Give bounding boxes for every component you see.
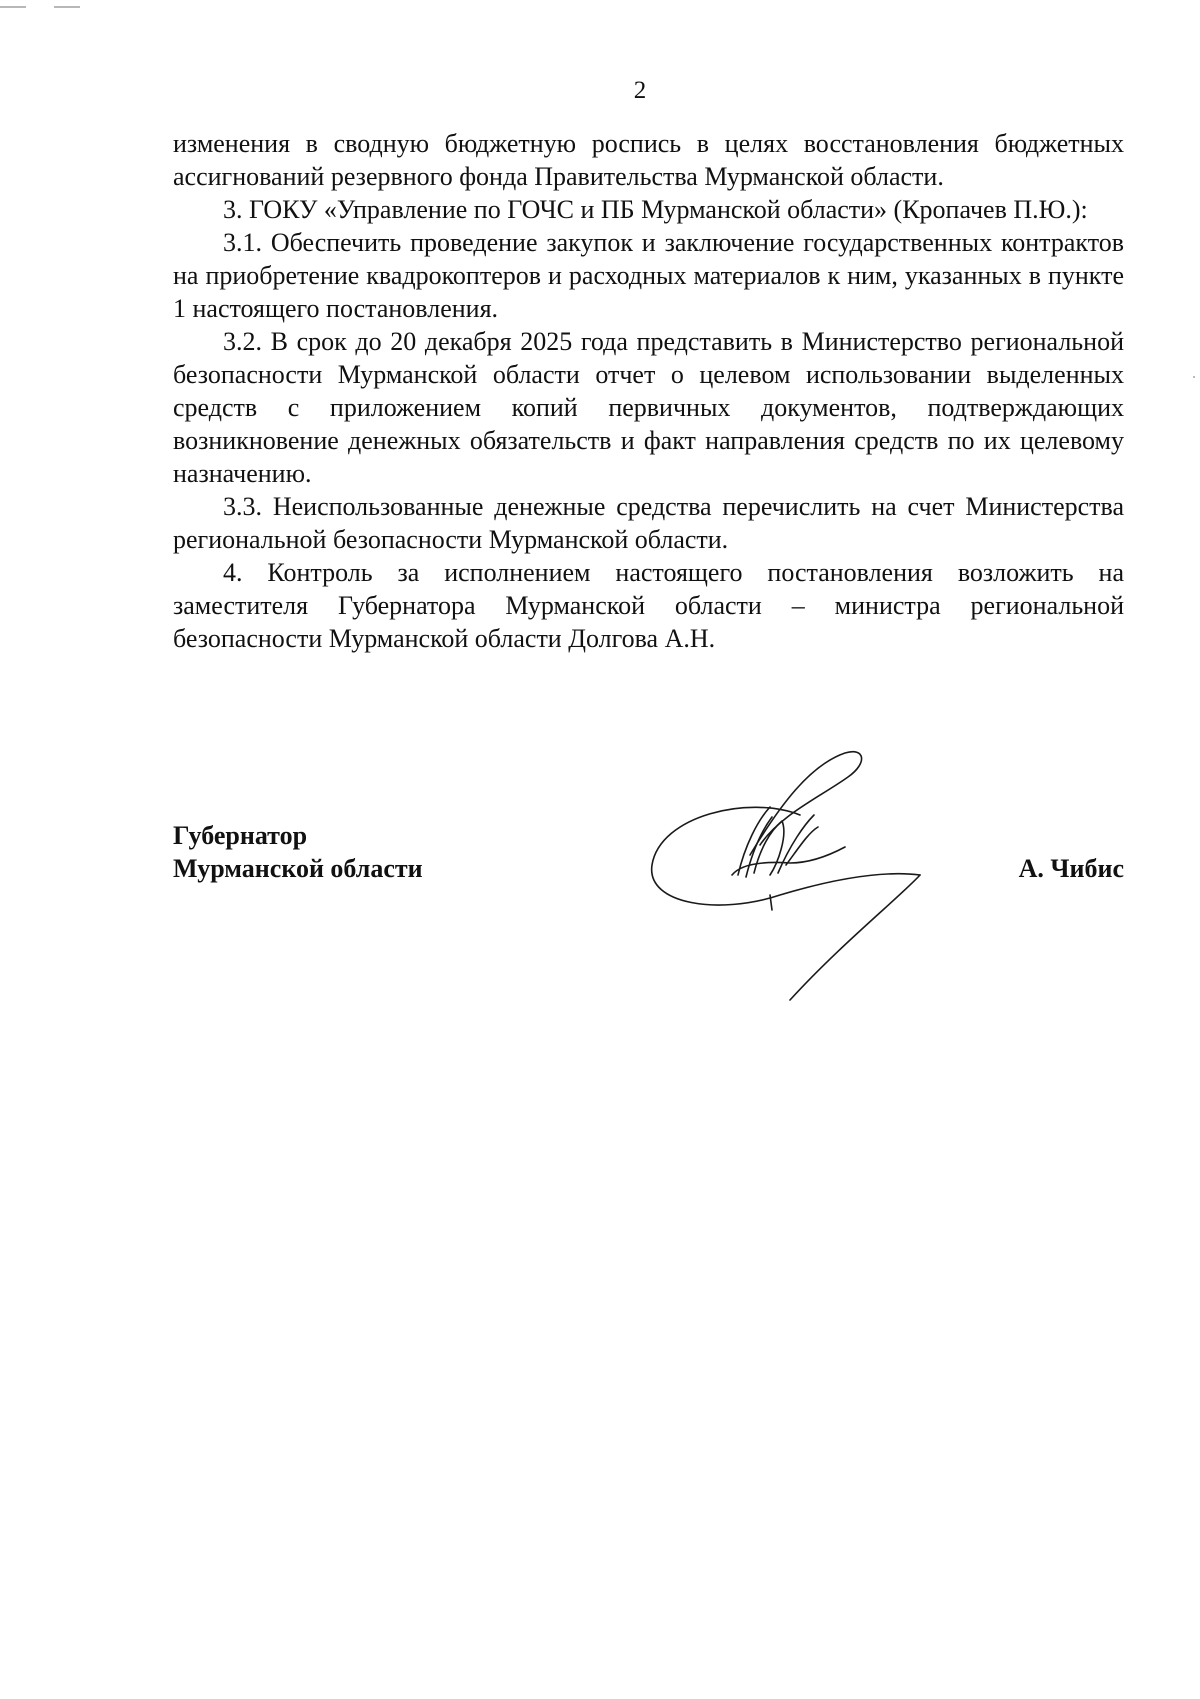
paragraph-item-3: 3. ГОКУ «Управление по ГОЧС и ПБ Мурманской области» (Кропачев П.Ю.): [223,195,1088,224]
signatory-name: А. Чибис [1018,854,1124,883]
signatory-position-line1: Губернатор [173,821,308,850]
paragraph-item-3-2: 3.2. В срок до 20 декабря 2025 года представить в Министерство региональной безопасности Мурманской области отчет о целевом использовании выделенных средств с приложением копий первичных документов, подтверждающих возникновение денежных обязательств и факт направления средств по их целевому назначению. [173,327,1124,488]
handwritten-signature [640,745,940,1015]
paragraph-item-3-3: 3.3. Неиспользованные денежные средства перечислить на счет Министерства региональной безопасности Мурманской области. [173,492,1124,554]
paragraph-item-4: 4. Контроль за исполнением настоящего постановления возложить на заместителя Губернатора Мурманской области – министра региональной безопасности Мурманской области Долгова А.Н. [173,558,1124,653]
page-number: 2 [633,77,647,104]
scan-artifact-line [0,6,26,8]
scan-artifact-line [54,6,80,8]
signatory-position-line2: Мурманской области [173,854,423,883]
signatory-position [173,819,423,885]
paragraph-continuation: изменения в сводную бюджетную роспись в целях восстановления бюджетных ассигнований резервного фонда Правительства Мурманской области. [173,129,1124,191]
document-body [173,127,1124,655]
scan-artifact-dot [1193,376,1195,378]
paragraph-item-3-1: 3.1. Обеспечить проведение закупок и заключение государственных контрактов на приобретение квадрокоптеров и расходных материалов к ним, указанных в пункте 1 настоящего постановления. [173,228,1124,323]
